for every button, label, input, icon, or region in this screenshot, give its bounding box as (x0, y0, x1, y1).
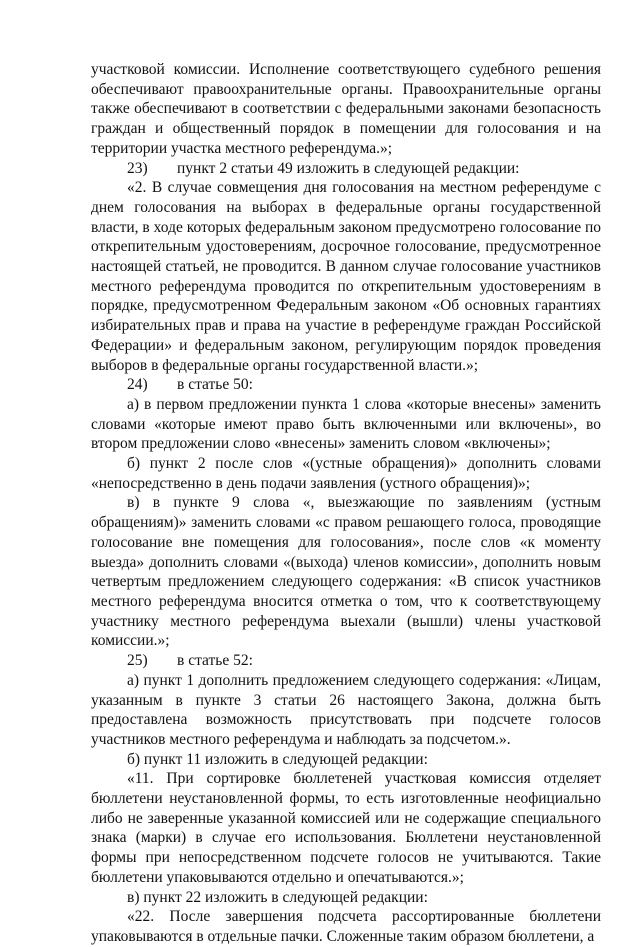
item-text: в статье 50: (177, 376, 253, 394)
paragraph-52-b: б) пункт 11 изложить в следующей редакции: (127, 750, 428, 768)
paragraph-52-v-text: «22. После завершения подсчета рассортированные бюллетени упаковываются в отдельные пачки. Сложенные таким образом бюллетени, а (91, 908, 601, 945)
paragraph-50-a: а) в первом предложении пункта 1 слова «которые внесены» заменить словами «которые имеют право быть включенными или включены», во втором предложении слово «внесены» заменить словом «включены»; (91, 395, 601, 453)
list-item-24 (91, 375, 601, 395)
item-number: 25) (127, 652, 148, 670)
document-page (91, 60, 601, 947)
list-item-23 (91, 159, 601, 179)
paragraph-52-v: в) пункт 22 изложить в следующей редакции: (127, 888, 428, 906)
paragraph-continuation: участковой комиссии. Исполнение соответствующего судебного решения обеспечивают правоохранительные органы. Правоохранительные органы также обеспечивают в соответствии с федеральными законами безопасность граждан и общественный порядок в помещении для голосования и на территории участка местного референдума.»; (91, 61, 601, 157)
paragraph-50-v: в) в пункте 9 слова «, выезжающие по заявлениям (устным обращениям)» заменить словами «с правом решающего голоса, проводящие голосование вне помещения для голосования», после слов «к моменту выезда» дополнить словами «(выхода) членов комиссии», дополнить новым четвертым предложением следующего содержания: «В список участников местного референдума вносится отметка о том, что к соответствующему участнику местного референдума выехали (вышли) члены участковой комиссии.»; (91, 494, 601, 650)
item-number: 23) (127, 159, 148, 177)
item-number: 24) (127, 376, 148, 394)
item-text: пункт 2 статьи 49 изложить в следующей редакции: (177, 159, 520, 177)
paragraph-52-b-text: «11. При сортировке бюллетеней участковая комиссия отделяет бюллетени неустановленной формы, то есть изготовленные неофициально либо не заверенные указанной комиссией или не содержащие специального знака (марки) в случае его использования. Бюллетени неустановленной формы при непосредственном подсчете голосов не учитываются. Такие бюллетени упаковываются отдельно и опечатываются.»; (91, 770, 601, 886)
paragraph-52-a: а) пункт 1 дополнить предложением следующего содержания: «Лицам, указанным в пункте 3 статьи 26 настоящего Закона, должна быть предоставлена возможность присутствовать при подсчете голосов участников местного референдума и наблюдать за подсчетом.». (91, 671, 601, 748)
paragraph-50-b: б) пункт 2 после слов «(устные обращения)» дополнить словами «непосредственно в день подачи заявления (устного обращения)»; (91, 455, 601, 492)
paragraph-article-49-text: «2. В случае совмещения дня голосования на местном референдуме с днем голосования на выборах в федеральные органы государственной власти, в ходе которых федеральным законом предусмотрено голосование по открепительным удостоверениям, досрочное голосование, предусмотренное настоящей статьей, не проводится. В данном случае голосование участников местного референдума проводится по открепительным удостоверениям в порядке, предусмотренном Федеральным законом «Об основных гарантиях избирательных прав и права на участие в референдуме граждан Российской Федерации» и федеральным законом, регулирующим порядок проведения выборов в федеральные органы государственной власти.»; (91, 179, 602, 374)
list-item-25 (91, 651, 601, 671)
item-text: в статье 52: (177, 652, 253, 670)
